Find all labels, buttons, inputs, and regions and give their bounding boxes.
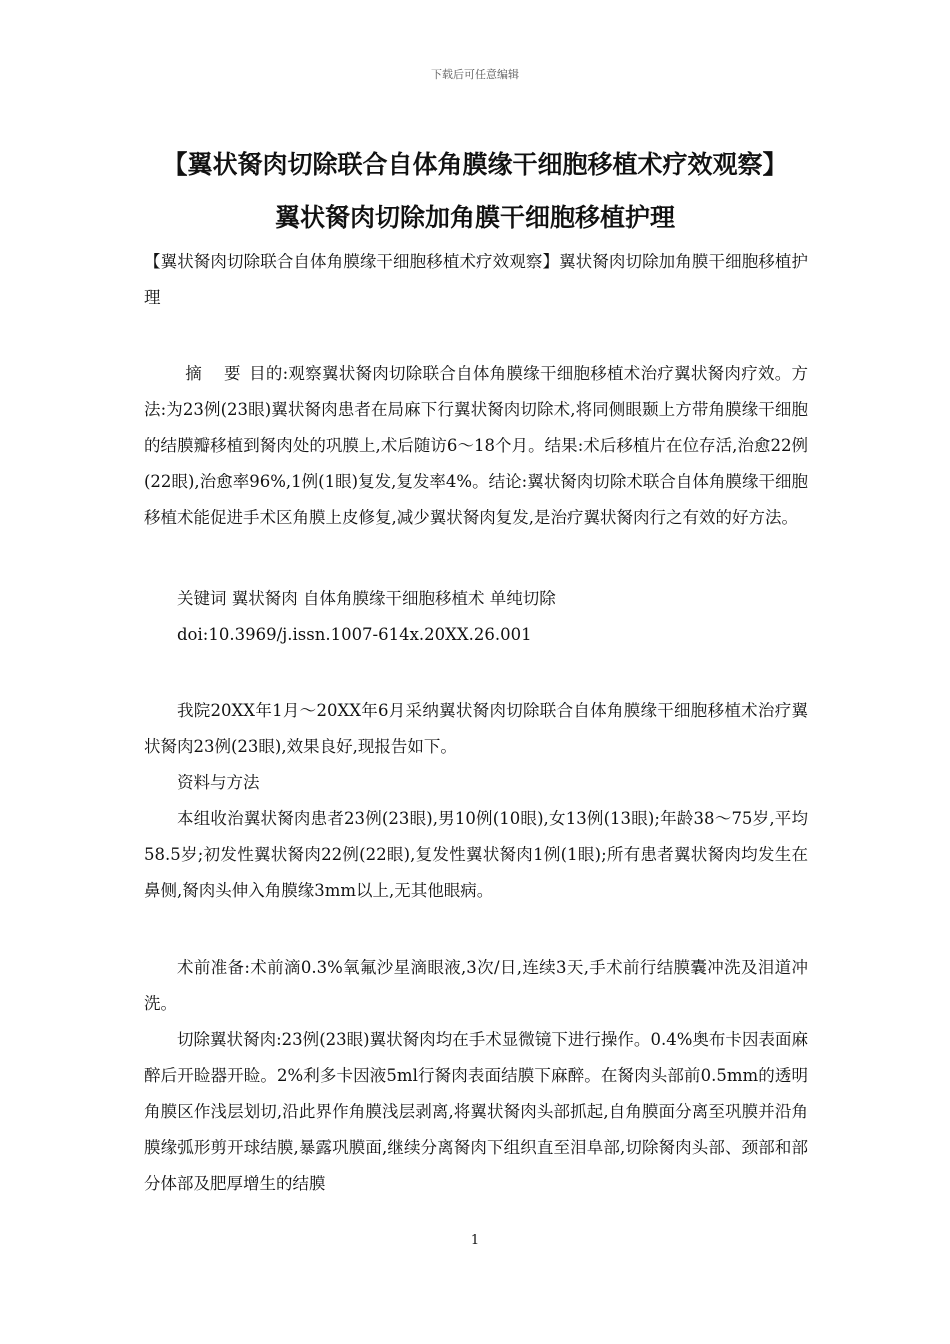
surgery-paragraph: 切除翼状胬肉:23例(23眼)翼状胬肉均在手术显微镜下进行操作。0.4%奥布卡因表面麻醉后开睑器开睑。2%利多卡因液5ml行胬肉表面结膜下麻醉。在胬肉头部前0.5mm的透明角膜区作浅层划切,沿此界作角膜浅层剥离,将翼状胬肉头部抓起,自角膜面分离至巩膜并沿角膜缘弧形剪开球结膜,暴露巩膜面,继续分离胬肉下组织直至泪阜部,切除胬肉头部、颈部和部分体部及肥厚增生的结膜 <box>144 1030 808 1193</box>
header-note: 下载后可任意编辑 <box>431 68 519 81</box>
page-number: 1 <box>470 1233 480 1248</box>
keywords-line: 关键词 翼状胬肉 自体角膜缘干细胞移植术 单纯切除 <box>177 589 556 608</box>
preop-paragraph: 术前准备:术前滴0.3%氧氟沙星滴眼液,3次/日,连续3天,手术前行结膜囊冲洗及泪道冲洗。 <box>144 958 808 1013</box>
doi-line: doi:10.3969/j.issn.1007-614x.20XX.26.001 <box>177 625 532 644</box>
subtitle-paragraph: 【翼状胬肉切除联合自体角膜缘干细胞移植术疗效观察】翼状胬肉切除加角膜干细胞移植护理 <box>144 252 808 307</box>
section-heading: 资料与方法 <box>177 773 260 792</box>
abstract-label: 摘 要 <box>185 364 250 383</box>
document-title-line-1: 【翼状胬肉切除联合自体角膜缘干细胞移植术疗效观察】 <box>162 150 788 179</box>
intro-paragraph: 我院20XX年1月～20XX年6月采纳翼状胬肉切除联合自体角膜缘干细胞移植术治疗翼状胬肉23例(23眼),效果良好,现报告如下。 <box>144 701 808 756</box>
abstract-text: 目的:观察翼状胬肉切除联合自体角膜缘干细胞移植术治疗翼状胬肉疗效。方法:为23例(23眼)翼状胬肉患者在局麻下行翼状胬肉切除术,将同侧眼颞上方带角膜缘干细胞的结膜瓣移植到胬肉处的巩膜上,术后随访6～18个月。结果:术后移植片在位存活,治愈22例(22眼),治愈率96%,1例(1眼)复发,复发率4%。结论:翼状胬肉切除术联合自体角膜缘干细胞移植术能促进手术区角膜上皮修复,减少翼状胬肉复发,是治疗翼状胬肉行之有效的好方法。 <box>144 364 809 527</box>
abstract-paragraph <box>144 356 808 536</box>
document-title-line-2: 翼状胬肉切除加角膜干细胞移植护理 <box>274 203 675 232</box>
patients-paragraph: 本组收治翼状胬肉患者23例(23眼),男10例(10眼),女13例(13眼);年龄38～75岁,平均58.5岁;初发性翼状胬肉22例(22眼),复发性翼状胬肉1例(1眼);所有患者翼状胬肉均发生在鼻侧,胬肉头伸入角膜缘3mm以上,无其他眼病。 <box>144 809 808 900</box>
